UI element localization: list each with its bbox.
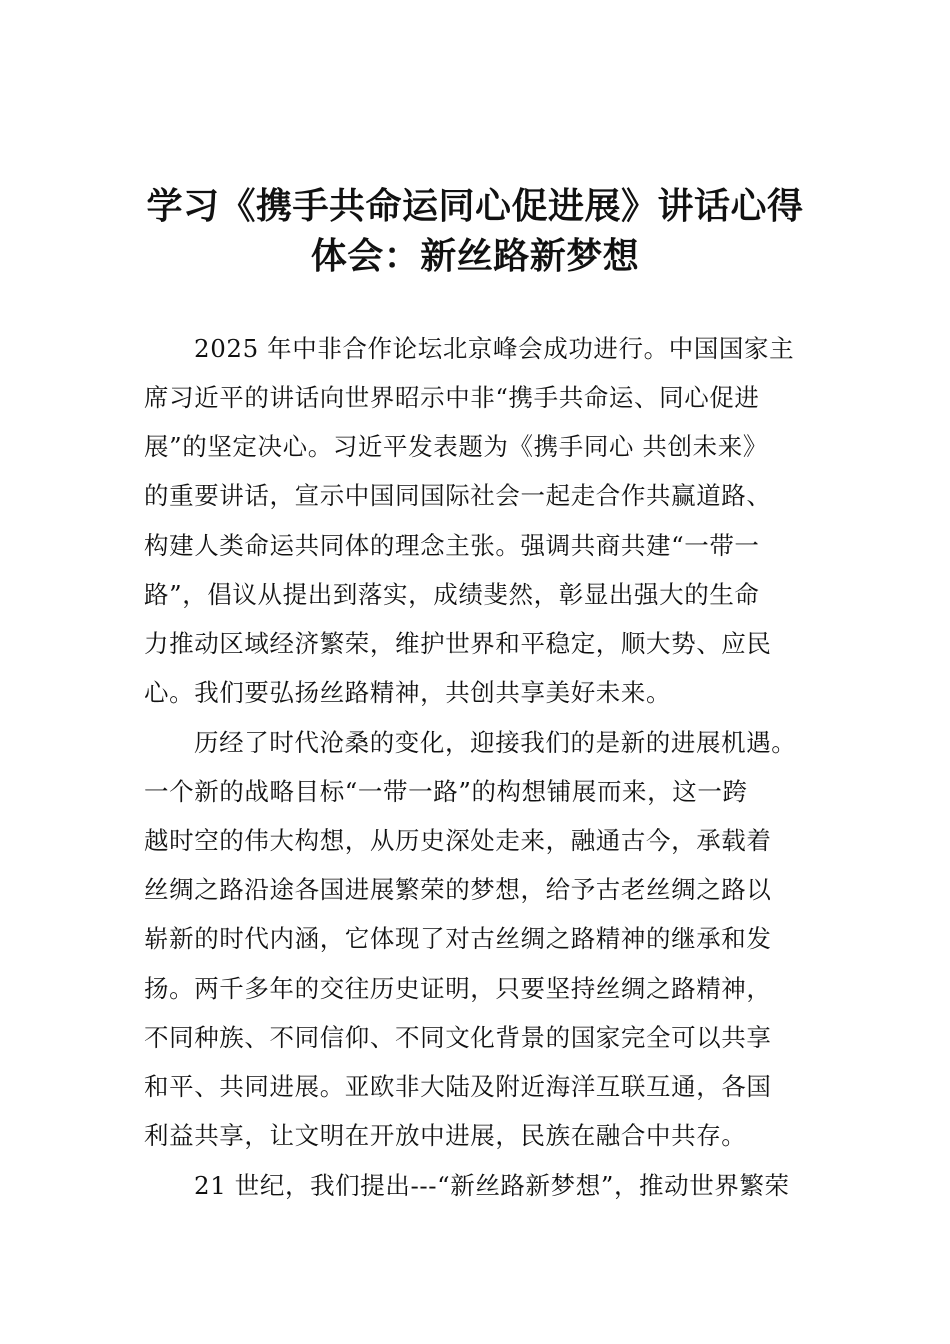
paragraph-1-line: 2025 年中非合作论坛北京峰会成功进行。中国国家主 [194, 334, 795, 363]
paragraph-2-line: 越时空的伟大构想，从历史深处走来，融通古今，承载着 [144, 826, 772, 855]
paragraph-1-line: 席习近平的讲话向世界昭示中非“携手共命运、同心促进 [144, 383, 760, 412]
paragraph-2-line: 和平、共同进展。亚欧非大陆及附近海洋互联互通，各国 [144, 1072, 772, 1101]
paragraph-1-line: 构建人类命运共同体的理念主张。强调共商共建“一带一 [144, 531, 760, 560]
document-title-line-2: 体会：新丝路新梦想 [310, 236, 640, 277]
paragraph-1-line: 路”，倡议从提出到落实，成绩斐然，彰显出强大的生命 [144, 580, 760, 609]
paragraph-2-line: 利益共享，让文明在开放中进展，民族在融合中共存。 [144, 1121, 747, 1150]
paragraph-1-line: 展”的坚定决心。习近平发表题为《携手同心 共创未来》 [144, 432, 768, 461]
paragraph-1-line: 的重要讲话，宣示中国同国际社会一起走合作共赢道路、 [144, 481, 772, 510]
paragraph-2-line: 扬。两千多年的交往历史证明，只要坚持丝绸之路精神， [144, 974, 772, 1003]
paragraph-1-line: 心。我们要弘扬丝路精神，共创共享美好未来。 [144, 678, 672, 707]
paragraph-2-line: 不同种族、不同信仰、不同文化背景的国家完全可以共享 [144, 1023, 772, 1052]
paragraph-2-line: 崭新的时代内涵，它体现了对古丝绸之路精神的继承和发 [144, 924, 772, 953]
paragraph-2-line: 一个新的战略目标“一带一路”的构想铺展而来，这一跨 [144, 777, 748, 806]
document-title-line-1: 学习《携手共命运同心促进展》讲话心得 [146, 186, 804, 227]
paragraph-3-line: 21 世纪，我们提出---“新丝路新梦想”，推动世界繁荣 [194, 1171, 790, 1200]
paragraph-1-line: 力推动区域经济繁荣，维护世界和平稳定，顺大势、应民 [144, 629, 772, 658]
paragraph-2-line: 历经了时代沧桑的变化，迎接我们的是新的进展机遇。 [194, 728, 797, 757]
paragraph-2-line: 丝绸之路沿途各国进展繁荣的梦想，给予古老丝绸之路以 [144, 875, 772, 904]
